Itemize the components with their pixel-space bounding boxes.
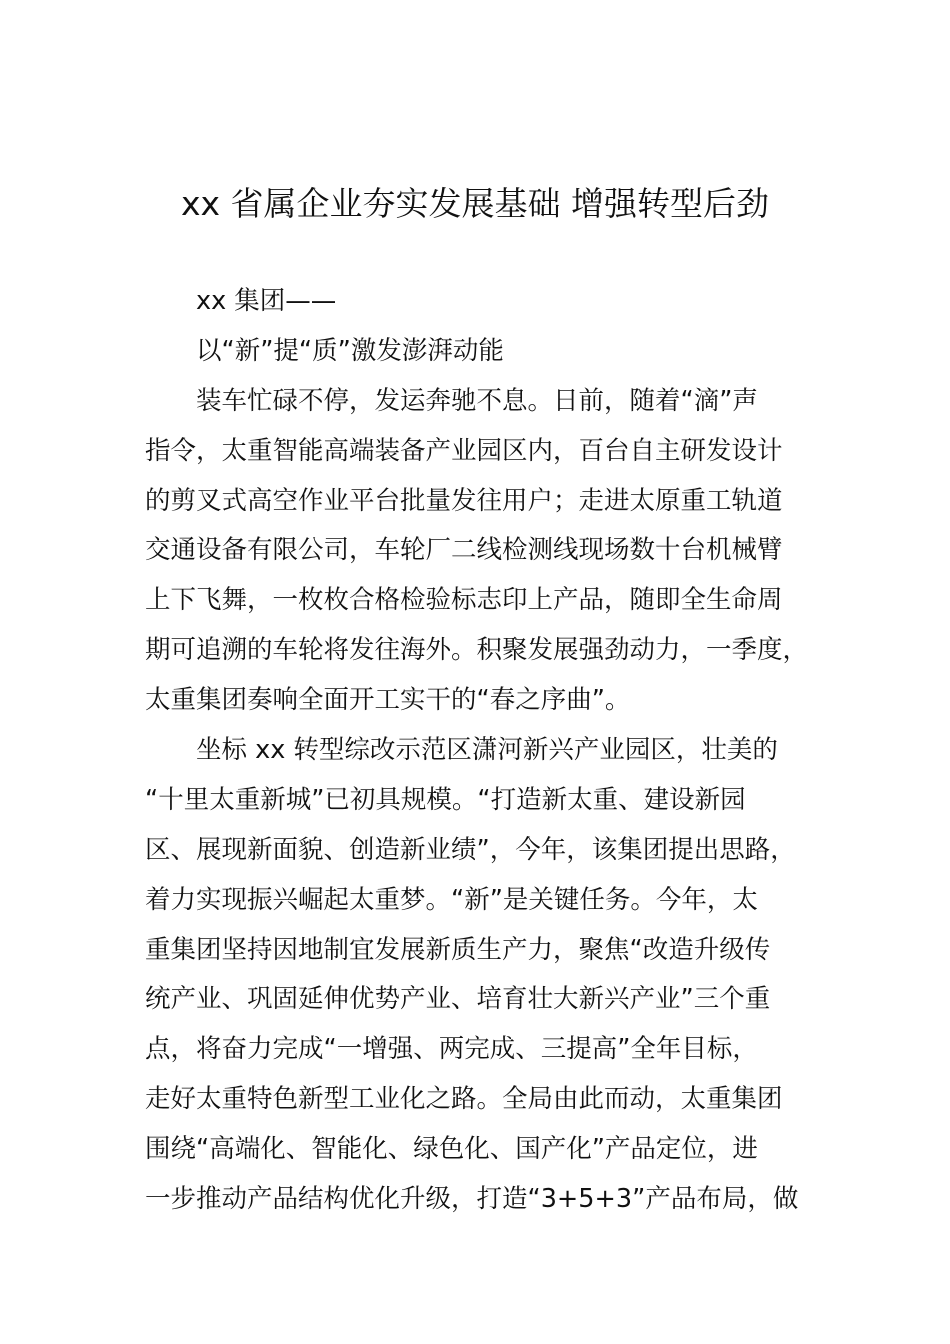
document-body bbox=[145, 277, 807, 1225]
paragraph-line: “十里太重新城”已初具规模。“打造新太重、建设新园 bbox=[145, 784, 746, 815]
paragraph-line: 坐标 xx 转型综改示范区潇河新兴产业园区，壮美的 bbox=[196, 735, 778, 766]
paragraph-line: 一步推动产品结构优化升级，打造“3+5+3”产品布局，做 bbox=[145, 1184, 799, 1215]
paragraph-line: 太重集团奏响全面开工实干的“春之序曲”。 bbox=[145, 685, 631, 716]
paragraph-line: 走好太重特色新型工业化之路。全局由此而动，太重集团 bbox=[145, 1084, 783, 1115]
paragraph-line: 统产业、巩固延伸优势产业、培育壮大新兴产业”三个重 bbox=[145, 984, 771, 1015]
paragraph-line: 围绕“高端化、智能化、绿色化、国产化”产品定位，进 bbox=[145, 1134, 758, 1165]
paragraph-line: 期可追溯的车轮将发往海外。积聚发展强劲动力，一季度， bbox=[145, 635, 809, 666]
paragraph-line: 装车忙碌不停，发运奔驰不息。日前，随着“滴”声 bbox=[196, 385, 758, 416]
section-subheading-line: 以“新”提“质”激发澎湃动能 bbox=[196, 335, 504, 366]
paragraph-line: 交通设备有限公司，车轮厂二线检测线现场数十台机械臂 bbox=[145, 535, 783, 566]
paragraph-line: 重集团坚持因地制宜发展新质生产力，聚焦“改造升级传 bbox=[145, 934, 771, 965]
section-heading-line: xx 集团—— bbox=[196, 286, 337, 316]
paragraph-line: 点，将奋力完成“一增强、两完成、三提高”全年目标， bbox=[145, 1034, 758, 1065]
document-title: xx 省属企业夯实发展基础 增强转型后劲 bbox=[180, 184, 770, 223]
paragraph-line: 上下飞舞，一枚枚合格检验标志印上产品，随即全生命周 bbox=[145, 585, 783, 616]
paragraph-line: 的剪叉式高空作业平台批量发往用户；走进太原重工轨道 bbox=[145, 485, 783, 516]
paragraph-line: 区、展现新面貌、创造新业绩”，今年，该集团提出思路， bbox=[145, 834, 796, 865]
paragraph-line: 指令，太重智能高端装备产业园区内，百台自主研发设计 bbox=[145, 435, 783, 466]
paragraph-line: 着力实现振兴崛起太重梦。“新”是关键任务。今年，太 bbox=[145, 884, 758, 915]
